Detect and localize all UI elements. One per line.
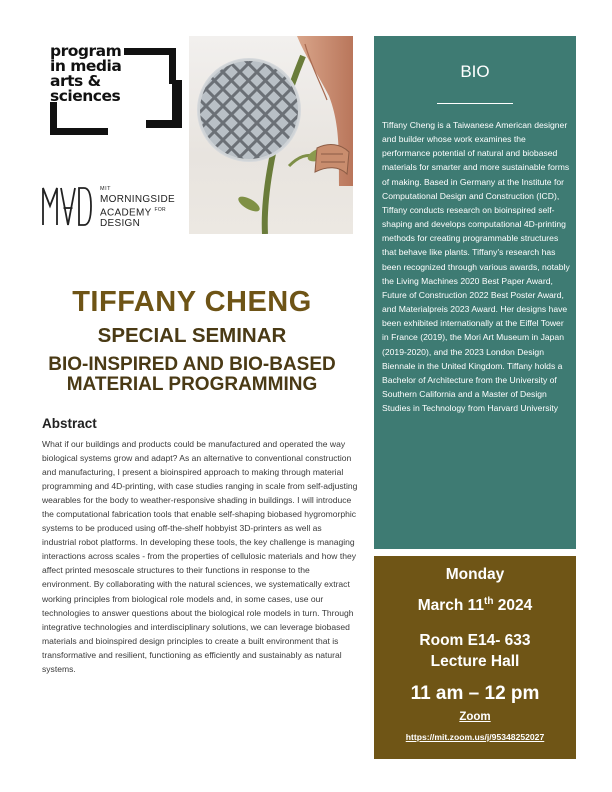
seminar-type: SPECIAL SEMINAR [97, 324, 287, 347]
program-media-arts-sciences-logo [50, 40, 182, 136]
bio-text: Tiffany Cheng is a Taiwanese American designer and builder whose work examines the performance potential of natural and biobased materials for smarter and more sustainable forms of making. Based in Germany at the Institute for Computational Design and Construction (ICD), Tiffany conducts research on bioinspired self-shaping and develops computational 4D-printing methods for creating programmable structures that behave like plants. Tiffany's research has been recognized through various awards, notably the Living Machines 2020 Best Paper Award, Future of Construction 2022 Best Poster Award, and Materialpreis 2023 Award. Her designs have been exhibited internationally at the Eiffel Tower in France (2019), the Mori Art Museum in Japan (2019-2020), and the 2023 London Design Biennale in the United Kingdom. Tiffany holds a Bachelor of Architecture from the University of Southern California and a Master of Design Studies in Technology from Harvard University [382, 120, 570, 414]
event-day: Monday [445, 566, 505, 583]
mad-mit-label: MIT [100, 186, 111, 192]
event-date: March 11th 2024 [417, 596, 533, 615]
mad-monogram-icon [42, 186, 92, 226]
talk-title: BIO-INSPIRED AND BIO-BASED MATERIAL PROGRAMMING [48, 354, 336, 395]
abstract-text: What if our buildings and products could be manufactured and operated the way biological systems grow and adapt? As an alternative to conventional construction and manufacturing, I present a bioinspired approach to making through material programming and 4D-printing, with case studies ranging in scale from self-adjusting wearables for the body to weather-responsive shading in buildings. I will introduce the computational fabrication tools that enable self-shaping biobased hygromorphic systems to be produced using off-the-shelf hobbyist 3D-printers as well as industrial robot platforms. In developing these tools, the key challenge is managing interactions across scales - from the properties of cellulosic materials and how they affect printed mesoscale structures to their functions in response to the environment. By collaborating with the natural sciences, we systematically extract working principles from biological role models and, in some cases, use our technologies to answer questions about the biological role models in turn. Through integrative technologies and interdisciplinary solutions, we can leverage biobased materials and bioinspired design principles to create a built environment that is transformative and resilient, functioning as efficiently and sustainably as natural systems. [42, 439, 358, 674]
speaker-research-photo [189, 36, 353, 234]
mad-name: MORNINGSIDE ACADEMY $^{FOR}$ DESIGN [100, 194, 175, 230]
logo-text: program in media arts & sciences [50, 42, 122, 105]
zoom-label[interactable]: Zoom [459, 711, 491, 723]
event-time: 11 am – 12 pm [410, 683, 540, 704]
mit-morningside-logo [42, 186, 192, 228]
speaker-name: TIFFANY CHENG [72, 286, 312, 318]
bio-divider [437, 103, 513, 104]
abstract-heading: Abstract [42, 416, 97, 431]
event-room: Room E14- 633 Lecture Hall [419, 632, 531, 670]
bio-title: BIO [460, 62, 490, 81]
zoom-link[interactable]: https://mit.zoom.us/j/95348252027 [405, 732, 545, 742]
